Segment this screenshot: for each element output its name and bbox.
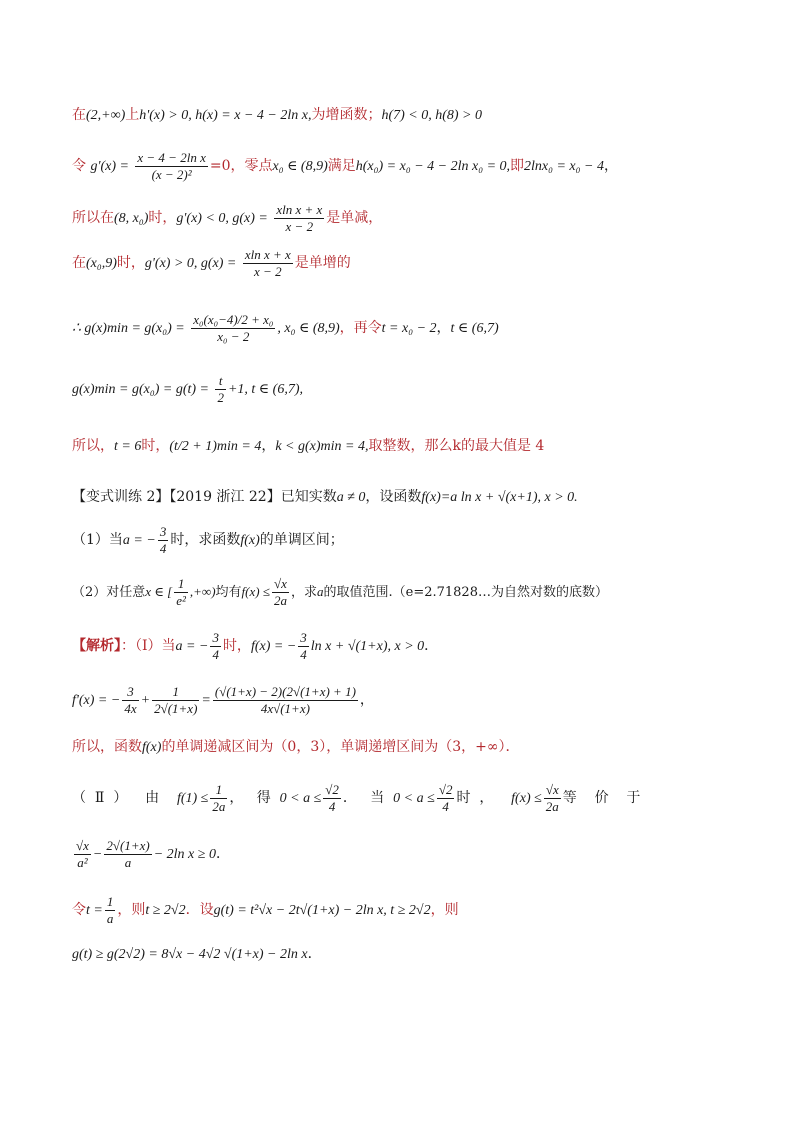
math-expr: f(x) — [142, 740, 162, 755]
text: 时， — [141, 438, 170, 454]
denominator: 4x√(1+x) — [260, 700, 310, 716]
numerator: √x — [76, 837, 89, 853]
text: 时 — [456, 790, 471, 806]
math-expr: a = − — [122, 533, 156, 548]
text: Ⅱ — [94, 790, 105, 806]
math-expr: f(x)=a ln x + √(x+1), x > 0. — [421, 490, 578, 505]
numerator: √x — [272, 576, 289, 593]
denominator: x − 2 — [254, 263, 282, 279]
text: 为增函数； — [311, 107, 382, 123]
math-expr: ,+∞) — [189, 584, 216, 599]
fraction — [104, 838, 151, 871]
denominator: 2√(1+x) — [154, 700, 198, 716]
numerator: 3 — [212, 629, 219, 645]
numerator: x − 4 − 2ln x — [137, 149, 206, 165]
denominator: x₀ − 2 — [217, 328, 250, 344]
fraction — [213, 684, 358, 717]
denominator: 4 — [159, 540, 167, 556]
fraction — [274, 202, 324, 235]
fraction — [105, 894, 116, 927]
text: 取整数，那么k的最大值是 4 — [368, 438, 545, 454]
text: 时，求函数 — [170, 532, 241, 548]
text: 所以， — [72, 438, 114, 454]
math-expr: f(x) — [240, 533, 260, 548]
text-line-5 — [72, 306, 499, 351]
text-line-8 — [72, 488, 578, 507]
numerator: 3 — [122, 684, 138, 701]
math-interval: (8, x₀) — [114, 211, 149, 226]
text: ，求 — [290, 585, 317, 600]
text: 价 — [594, 790, 609, 806]
denominator: 4x — [124, 700, 137, 716]
math-expr: ∴ g(x)min = g(x₀) = — [72, 321, 185, 336]
math-expr: t = 6 — [114, 439, 142, 454]
text-line-15 — [72, 836, 230, 873]
text: 于 — [626, 790, 641, 806]
math-expr: t = — [86, 903, 103, 918]
math-op: = — [201, 693, 211, 708]
text: 的单调区间； — [259, 532, 344, 548]
math-expr: g(t) = t²√x − 2t√(1+x) − 2ln x, t ≥ 2√2 — [213, 903, 431, 918]
math-expr: f(x) ≤ — [241, 584, 270, 599]
math-expr: x ∈ [ — [145, 584, 173, 599]
text: 由 — [145, 790, 160, 806]
text: 均有 — [215, 585, 242, 600]
text: 当 — [370, 790, 385, 806]
text-line-17 — [72, 945, 322, 964]
denominator: (x − 2)² — [151, 166, 192, 182]
math-expr: ln x + √(1+x), x > 0 — [310, 639, 425, 654]
fraction — [298, 630, 309, 663]
math-expr: k < g(x)min = 4, — [275, 439, 369, 454]
text: ， — [436, 320, 451, 336]
math-expr: f(x) ≤ — [511, 791, 542, 806]
text: ．设 — [185, 902, 214, 918]
text: ，则 — [117, 902, 146, 918]
text: 的取值范围.（e=2.71828…为自然对数的底数） — [323, 585, 608, 600]
numerator: 3 — [159, 523, 167, 539]
denominator: 4 — [442, 798, 449, 814]
text: ，则 — [430, 902, 459, 918]
text: 是单减， — [326, 210, 383, 226]
math-expr: g'(x) = — [90, 159, 129, 174]
math-op: − — [92, 847, 103, 862]
math-op: + — [140, 693, 151, 708]
text: ：（Ⅰ）当 — [121, 638, 176, 654]
math-expr: (t/2 + 1)min = 4 — [169, 439, 262, 454]
text: 是单增的 — [294, 255, 351, 271]
text-line-1 — [72, 106, 482, 125]
text: ， — [359, 692, 374, 708]
text: 满足 — [327, 158, 356, 174]
numerator: 1 — [152, 684, 199, 701]
text: 在 — [72, 255, 86, 271]
numerator: xln x + x — [276, 201, 323, 217]
fraction — [74, 838, 91, 871]
fraction — [122, 684, 138, 717]
math-expr: a = − — [175, 639, 209, 654]
numerator: √x — [544, 782, 561, 799]
math-var: a — [317, 584, 324, 599]
text-line-3 — [72, 200, 382, 237]
numerator: 1 — [174, 576, 188, 593]
fraction — [135, 150, 207, 183]
denominator: 2a — [545, 798, 559, 814]
numerator: (√(1+x) − 2)(2√(1+x) + 1) — [214, 683, 356, 699]
math-expr: a ≠ 0 — [336, 490, 366, 505]
math-expr: 0 < a ≤ — [279, 791, 322, 806]
math-expr: 0 < a ≤ — [393, 791, 435, 806]
text: （1）当 — [72, 532, 123, 548]
text: ． — [342, 790, 357, 806]
math-interval: (x₀,9) — [86, 256, 117, 271]
text-line-9 — [72, 522, 344, 559]
text: 所以在 — [72, 210, 114, 226]
fraction — [243, 247, 293, 280]
problem-heading: 【变式训练 2】【2019 浙江 22】已知实数 — [72, 489, 337, 505]
math-expr: f(x) = − — [250, 639, 297, 654]
numerator: √2 — [325, 781, 339, 797]
denominator: 4 — [328, 798, 336, 814]
math-expr: g(t) ≥ g(2√2) = 8√x − 4√2 √(1+x) − 2ln x — [72, 947, 308, 962]
text: ， — [229, 790, 244, 806]
text-line-12 — [72, 682, 374, 719]
text: ， — [261, 438, 276, 454]
fraction — [174, 576, 188, 609]
text: 所以，函数 — [72, 739, 142, 755]
text: 在 — [72, 107, 86, 123]
text: 即 — [510, 158, 525, 174]
numerator: 1 — [210, 782, 227, 799]
text: =0，零点 — [209, 158, 273, 174]
fraction — [544, 782, 561, 815]
text: 令 — [72, 902, 86, 918]
fraction — [191, 312, 275, 345]
denominator: a — [106, 910, 114, 926]
math-expr: h(7) < 0, h(8) > 0 — [381, 108, 482, 123]
math-expr: 2lnx₀ = x₀ − 4 — [524, 159, 604, 174]
math-expr: , x₀ ∈ (8,9) — [277, 321, 340, 336]
denominator: 2a — [212, 798, 226, 814]
text-line-11 — [72, 628, 438, 665]
denominator: e² — [176, 593, 186, 608]
text-line-14 — [72, 778, 722, 819]
math-expr: t ∈ (6,7) — [450, 321, 499, 336]
text-line-2 — [72, 148, 618, 185]
text-line-6 — [72, 371, 303, 408]
text: 时， — [222, 638, 251, 654]
text: 令 — [72, 158, 86, 174]
numerator: xln x + x — [244, 246, 291, 262]
denominator: 2a — [273, 593, 287, 608]
denominator: x − 2 — [285, 218, 314, 234]
fraction — [158, 524, 169, 557]
text: 得 — [256, 790, 271, 806]
text: ， — [603, 158, 618, 174]
math-expr: g'(x) < 0, g(x) = — [176, 211, 268, 226]
math-expr: − 2ln x ≥ 0 — [153, 847, 216, 862]
denominator: 2 — [217, 389, 224, 405]
fraction — [323, 782, 341, 815]
text: 等 — [562, 790, 577, 806]
text: ． — [307, 946, 322, 962]
text: 的单调递减区间为（0，3），单调递增区间为（3，+∞）． — [161, 739, 520, 755]
numerator: x₀(x₀−4)/2 + x₀ — [193, 311, 274, 327]
fraction — [210, 630, 221, 663]
numerator: t — [215, 373, 226, 390]
denominator: a² — [77, 854, 88, 870]
text: ． — [215, 846, 230, 862]
math-expr: h(x₀) = x₀ − 4 − 2ln x₀ = 0, — [355, 159, 511, 174]
fraction — [210, 782, 227, 815]
text: （ — [72, 790, 86, 806]
math-expr: f'(x) = − — [72, 693, 121, 708]
fraction — [437, 782, 455, 815]
fraction — [152, 684, 199, 717]
text: ． — [424, 638, 439, 654]
math-expr: +1, t ∈ (6,7), — [227, 382, 303, 397]
math-expr: x₀ ∈ (8,9) — [272, 159, 328, 174]
text: ，设函数 — [365, 489, 422, 505]
numerator: 2√(1+x) — [106, 837, 150, 853]
text: 时， — [148, 210, 177, 226]
math-interval: (2,+∞) — [86, 108, 126, 123]
text-line-13 — [72, 738, 520, 757]
numerator: 1 — [106, 893, 114, 909]
numerator: √2 — [438, 781, 453, 797]
numerator: 3 — [300, 629, 307, 645]
text: ， — [479, 790, 494, 806]
math-expr: f(1) ≤ — [176, 791, 209, 806]
fraction — [215, 373, 226, 406]
denominator: 4 — [300, 646, 307, 662]
text: 上 — [125, 107, 140, 123]
denominator: 4 — [212, 646, 219, 662]
fraction — [272, 576, 289, 609]
analysis-label: 【解析】 — [72, 638, 121, 654]
text: （2）对任意 — [72, 585, 146, 600]
denominator: a — [124, 854, 132, 870]
math-expr: t ≥ 2√2 — [145, 903, 186, 918]
text: 时， — [116, 255, 145, 271]
math-expr: t = x₀ − 2 — [381, 321, 437, 336]
text-line-7 — [72, 426, 544, 467]
math-expr: g'(x) > 0, g(x) = — [144, 256, 237, 271]
text-line-10 — [72, 574, 608, 611]
text: ） — [113, 790, 128, 806]
text-line-4 — [72, 245, 351, 282]
text: ，再令 — [339, 320, 382, 336]
text-line-16 — [72, 892, 459, 929]
math-expr: h'(x) > 0, h(x) = x − 4 − 2ln x, — [139, 108, 312, 123]
math-expr: g(x)min = g(x₀) = g(t) = — [72, 382, 209, 397]
